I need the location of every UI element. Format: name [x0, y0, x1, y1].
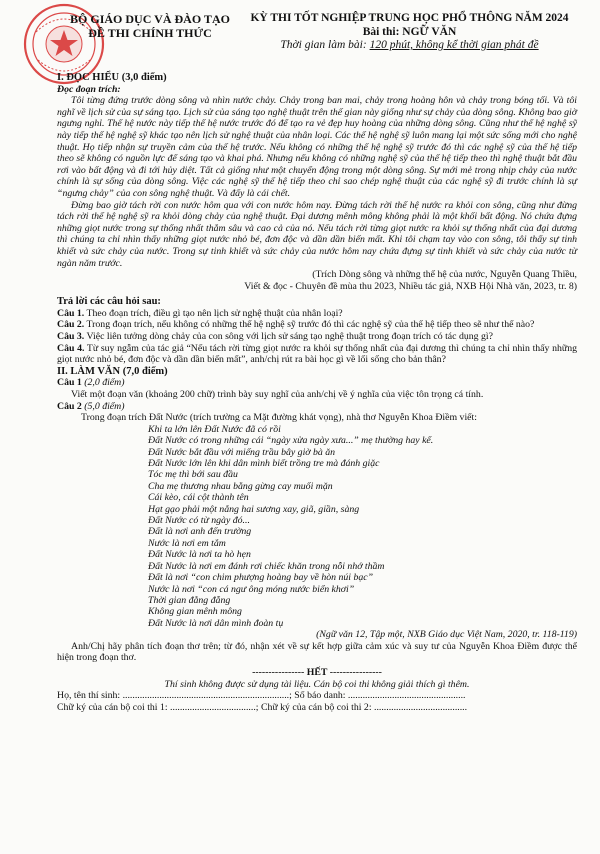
poem-line: Cha mẹ thương nhau bằng gừng cay muối mặn: [148, 480, 333, 492]
poem-line: Nước là nơi em tắm: [148, 537, 226, 549]
subject-label: Bài thi: NGỮ VĂN: [362, 25, 457, 38]
header-right: [232, 12, 587, 53]
essay-q1-label: Câu 1: [57, 377, 82, 389]
poem-line: Thời gian đằng đẵng: [148, 594, 231, 606]
time-allowed: [232, 39, 587, 53]
poem-line: Cái kèo, cái cột thành tên: [148, 492, 249, 504]
poem-line: Đất Nước có từ ngày đó...: [148, 515, 250, 527]
passage-paragraph-1: Tôi từng đứng trước dòng sông và nhìn nước chảy. Chảy trong ban mai, chảy trong hoàng hôn và chảy trong bóng tối. Và tôi nghĩ về lịch sử của sự sáng tạo. Lịch sử của sáng tạo nghệ thuật trên thế gian này giống như sự chảy của dòng sông. Không bao giờ ngưng nghỉ. Thế hệ nước này tiếp thế hệ nước trước đó để tạo ra vẻ đẹp huy hoàng của những dòng sông. Cũng như thế hệ nghệ sỹ này tiếp thế hệ nghệ sỹ khác tạo nên lịch sử nghệ thuật của nhân loại. Các thế hệ nghệ sỹ luôn mang lại một sức sống mới cho nghệ thuật. Họ tiếp nhận sự truyền cảm của thế hệ trước. Nếu không có những thế hệ nghệ sỹ trước đó thì các nghệ sỹ của thế hệ tiếp theo sẽ không có nguồn lực để sáng tạo và khai phá. Nhưng nếu không có những nghệ sỹ của thế hệ tiếp theo thì nghệ thuật bắt đầu rơi vào bất động và đi tới hủy diệt. Tất cả giống như một chuyển động trong một dòng sông. Sự mới mẻ trong nhịp chảy của nước chính là sự sống của dòng sông. Việc các nghệ sỹ thế hệ tiếp theo chỉ sao chép nghệ thuật của các nghệ sỹ đi trước chính là sự “ngưng chảy” của con sông nghệ thuật. Và đấy là cái chết.: [57, 95, 577, 199]
poem-line: Tóc mẹ thì bới sau đầu: [148, 469, 238, 481]
essay-q1-heading: [57, 377, 577, 389]
poem-line: Đất Nước có trong những cái “ngày xửa ngày xưa...” mẹ thường hay kể.: [148, 435, 434, 447]
ministry-name: BỘ GIÁO DỤC VÀ ĐÀO TẠO: [70, 12, 230, 26]
question-2: [57, 319, 577, 331]
essay-q2-heading: [57, 401, 577, 413]
poem-line: Đất Nước là nơi ta hò hẹn: [148, 549, 251, 561]
essay-q2-label: Câu 2: [57, 400, 82, 412]
question-2-text: Trong đoạn trích, nếu không có những thế hệ nghệ sỹ trước đó thì các nghệ sỹ của thế hệ tiếp theo sẽ như thế nào?: [84, 319, 535, 331]
end-marker: ---------------- HẾT ----------------: [252, 666, 382, 678]
exam-note: Thí sinh không được sử dụng tài liệu. Cán bộ coi thi không giải thích gì thêm.: [164, 678, 470, 690]
poem-line: Khi ta lớn lên Đất Nước đã có rồi: [148, 423, 281, 435]
official-label: ĐỀ THI CHÍNH THỨC: [88, 26, 212, 40]
poem-line: Đất Nước là nơi em đánh rơi chiếc khăn trong nỗi nhớ thầm: [148, 560, 385, 572]
poem-line: Đất là nơi anh đến trường: [148, 526, 252, 538]
poem-line: Đất là nơi “con chim phượng hoàng bay về hòn núi bạc”: [148, 572, 374, 584]
part2-title: II. LÀM VĂN (7,0 điểm): [57, 365, 168, 377]
question-3-label: Câu 3.: [57, 331, 85, 343]
proctor-signature-line: Chữ ký của cán bộ coi thi 1: ...................................; Chữ ký của cán bộ coi thi 2: ......................................: [57, 701, 468, 713]
poem-line: Đất Nước lớn lên khi dân mình biết trồng tre mà đánh giặc: [148, 458, 380, 470]
question-4-label: Câu 4.: [57, 342, 85, 354]
poem-line: Hạt gạo phải một nắng hai sương xay, giã, giần, sàng: [148, 503, 360, 515]
poem-line: Không gian mênh mông: [148, 606, 242, 618]
question-2-label: Câu 2.: [57, 319, 85, 331]
exam-body: [57, 72, 577, 713]
passage-source-1: (Trích Dòng sông và những thế hệ của nước, Nguyễn Quang Thiều,: [312, 269, 577, 281]
time-prefix: Thời gian làm bài:: [280, 39, 370, 51]
poem-line: Đất Nước bắt đầu với miếng trầu bây giờ bà ăn: [148, 446, 336, 458]
question-4-text: Từ suy ngẫm của tác giả “Nếu tách rời từng giọt nước ra khỏi sự thống nhất của đại dương thì chúng ta chỉ nhìn thấy những giọt nước nhỏ bé, đơn độc và dần dần biến mất”, anh/chị rút ra bài học gì về lối sống cho bản thân?: [57, 342, 577, 366]
time-value: 120 phút, không kể thời gian phát đề: [369, 39, 539, 51]
passage-source-2: Viết & đọc - Chuyên đề mùa thu 2023, Nhiều tác giả, NXB Hội Nhà văn, 2023, tr. 8): [244, 280, 577, 292]
question-1: [57, 308, 577, 320]
poem-source: (Ngữ văn 12, Tập một, NXB Giáo dục Việt Nam, 2020, tr. 118-119): [316, 629, 577, 641]
part1-title: I. ĐỌC HIỂU (3,0 điểm): [57, 72, 167, 83]
question-3-text: Việc liên tưởng dòng chảy của con sông với lịch sử sáng tạo nghệ thuật trong đoạn trích có tác dụng gì?: [84, 331, 493, 343]
essay-q2-points: (5,0 điểm): [81, 400, 125, 412]
poem-line: Đất Nước là nơi dân mình đoàn tụ: [148, 617, 284, 629]
read-label: Đọc đoạn trích:: [57, 83, 121, 95]
answer-prompt: Trả lời các câu hỏi sau:: [57, 296, 161, 308]
question-1-label: Câu 1.: [57, 307, 85, 319]
poem-excerpt: [148, 424, 577, 629]
essay-q1-text: Viết một đoạn văn (khoảng 200 chữ) trình bày suy nghĩ của anh/chị về ý nghĩa của việc tôn trọng cá tính.: [71, 389, 484, 401]
exam-title: KỲ THI TỐT NGHIỆP TRUNG HỌC PHỔ THÔNG NĂM 2024: [250, 12, 569, 24]
poem-line: Nước là nơi “con cá ngư ông móng nước biển khơi”: [148, 583, 355, 595]
candidate-info-line: Họ, tên thí sinh: ....................................................................; Số báo danh: ................................................: [57, 690, 466, 702]
question-1-text: Theo đoạn trích, điều gì tạo nên lịch sử nghệ thuật của nhân loại?: [84, 307, 343, 319]
essay-q2-intro: Trong đoạn trích Đất Nước (trích trường ca Mặt đường khát vọng), nhà thơ Nguyễn Khoa Điềm viết:: [81, 412, 477, 424]
passage-paragraph-2: Đừng bao giờ tách rời con nước hôm qua với con nước hôm nay. Đừng tách rời thế hệ nước ra khỏi con sông, cũng như đừng tách rời thế hệ nghệ sỹ ra khỏi dòng chảy của nghệ thuật. Đại dương mênh mông không phải là một khối bất động. Nó chứa đựng những giọt nước trong sự thống nhất thẳm sâu và cao cả của nó. Nếu tách rời từng giọt nước ra khỏi sự thống nhất của đại dương thì chúng ta chỉ nhìn thấy những giọt nước nhỏ bé, đơn độc và dần dần biến mất. Khi tôi chạm tay vào con sông, tôi thấy sự tinh khiết và sức chảy của nước. Trong sự tinh khiết và sức chảy của nước hôm nay chứa đựng sự tinh khiết và sức chảy của nước từ ngàn năm trước.: [57, 199, 577, 269]
header-left: [55, 12, 245, 40]
essay-q2-task: Anh/Chị hãy phân tích đoạn thơ trên; từ đó, nhận xét về sự kết hợp giữa cảm xúc và suy tư của Nguyễn Khoa Điềm được thể hiện trong đoạn thơ.: [57, 640, 577, 664]
question-4: [57, 343, 577, 366]
essay-q1-points: (2,0 điểm): [81, 377, 125, 389]
question-3: [57, 331, 577, 343]
